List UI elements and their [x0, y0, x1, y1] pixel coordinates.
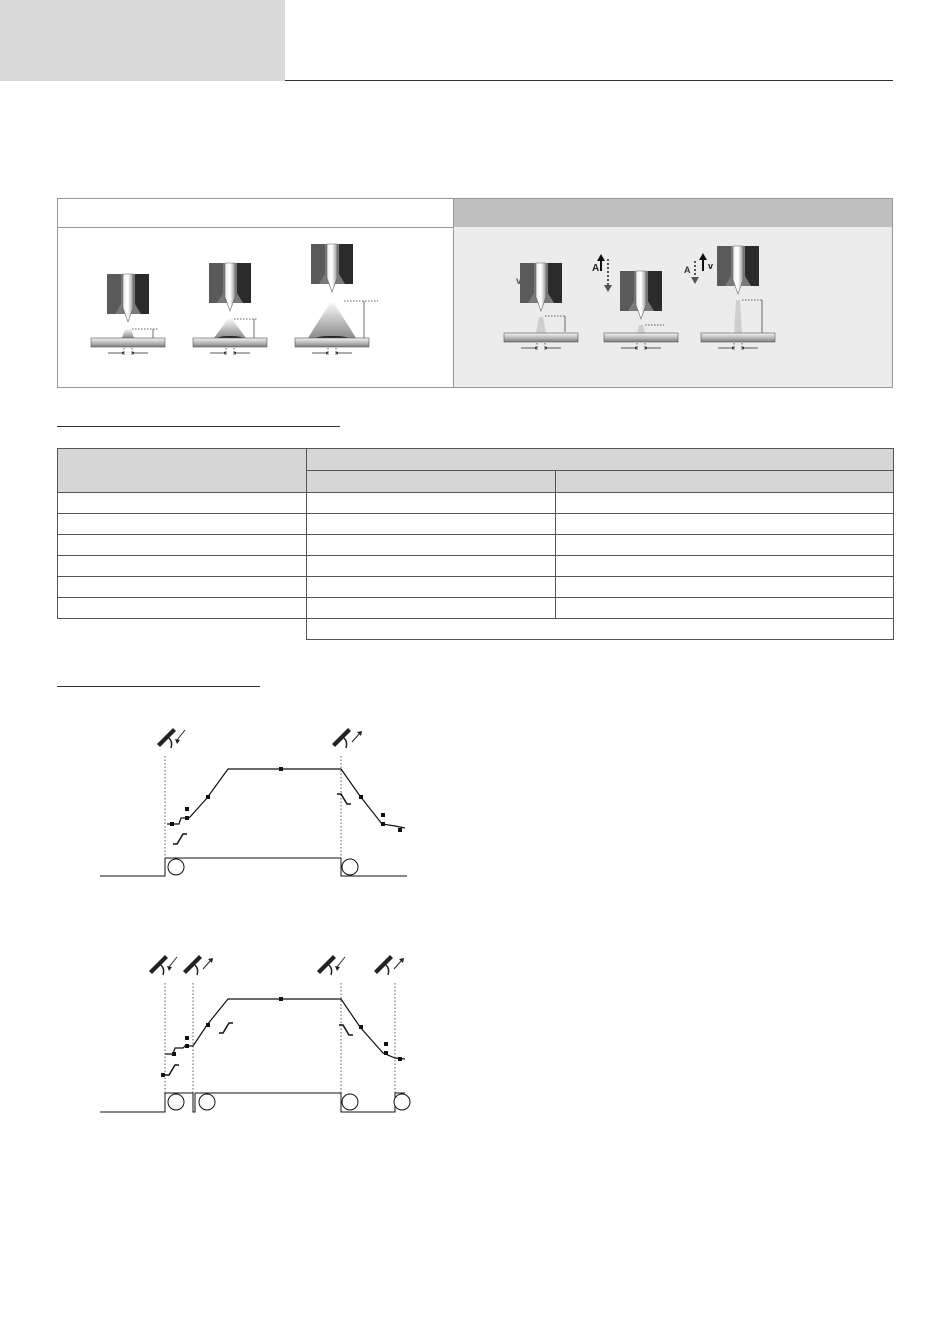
torch-press-icon: [317, 955, 345, 975]
table-cell: [58, 493, 307, 514]
table-cell: [556, 514, 894, 535]
parameter-table: [57, 448, 894, 640]
trigger-circle-icon: [394, 1094, 410, 1110]
torch-current-down-icon: [684, 246, 775, 350]
table-footer-note: [307, 619, 894, 640]
table-header-col-1: [58, 449, 307, 493]
table-blank-cell: [58, 619, 307, 640]
torch-long-arc-icon: [295, 244, 378, 355]
section-1-heading-rule: [57, 426, 340, 427]
arc-illustration-panel: [57, 198, 893, 388]
table-row: [58, 493, 894, 514]
table-cell: [556, 556, 894, 577]
table-cell: [58, 556, 307, 577]
table-cell: [58, 535, 307, 556]
table-header-group: [307, 449, 894, 471]
table-cell: [58, 514, 307, 535]
table-cell: [556, 577, 894, 598]
torch-release-icon: [183, 955, 213, 975]
arrow-down-icon: [691, 261, 699, 284]
table-row: [58, 514, 894, 535]
table-cell: [307, 598, 556, 619]
torch-release-icon: [374, 955, 404, 975]
table-row: [58, 535, 894, 556]
trigger-circle-icon: [342, 859, 358, 875]
speed-label-2: v: [708, 261, 714, 271]
torch-press-icon: [149, 955, 177, 975]
table-cell: [556, 535, 894, 556]
trigger-circle-icon: [168, 1094, 184, 1110]
table-cell: [307, 556, 556, 577]
speed-label: v: [516, 276, 522, 287]
torch-speed-icon: [504, 263, 578, 350]
torch-medium-arc-icon: [193, 263, 267, 355]
header-rule: [285, 80, 893, 81]
table-header-sub-2: [556, 471, 894, 493]
current-label-2: A: [684, 265, 691, 275]
table-cell: [556, 493, 894, 514]
table-cell: [307, 493, 556, 514]
table-header-sub-1: [307, 471, 556, 493]
table-row: [58, 556, 894, 577]
torch-press-icon: [157, 728, 185, 748]
table-cell: [307, 577, 556, 598]
arrow-up-icon: [699, 253, 707, 271]
table-cell: [58, 577, 307, 598]
table-cell: [556, 598, 894, 619]
four-step-sequence-diagram: [95, 945, 415, 1120]
torch-release-icon: [332, 728, 362, 748]
torch-current-up-icon: [592, 254, 678, 350]
table-footer-row: [58, 619, 894, 640]
trigger-circle-icon: [199, 1094, 215, 1110]
table-cell: [307, 514, 556, 535]
table-cell: [307, 535, 556, 556]
torch-illustrations: [58, 199, 894, 389]
current-label-1: A: [592, 263, 600, 274]
torch-short-arc-icon: [91, 274, 165, 355]
table-row: [58, 577, 894, 598]
trigger-circle-icon: [342, 1094, 358, 1110]
section-2-heading-rule: [57, 686, 260, 687]
arrow-down-icon: [604, 259, 612, 292]
corner-tab: [0, 0, 285, 81]
table-cell: [58, 598, 307, 619]
two-step-sequence-diagram: [95, 718, 415, 883]
table-row: [58, 598, 894, 619]
trigger-circle-icon: [168, 859, 184, 875]
